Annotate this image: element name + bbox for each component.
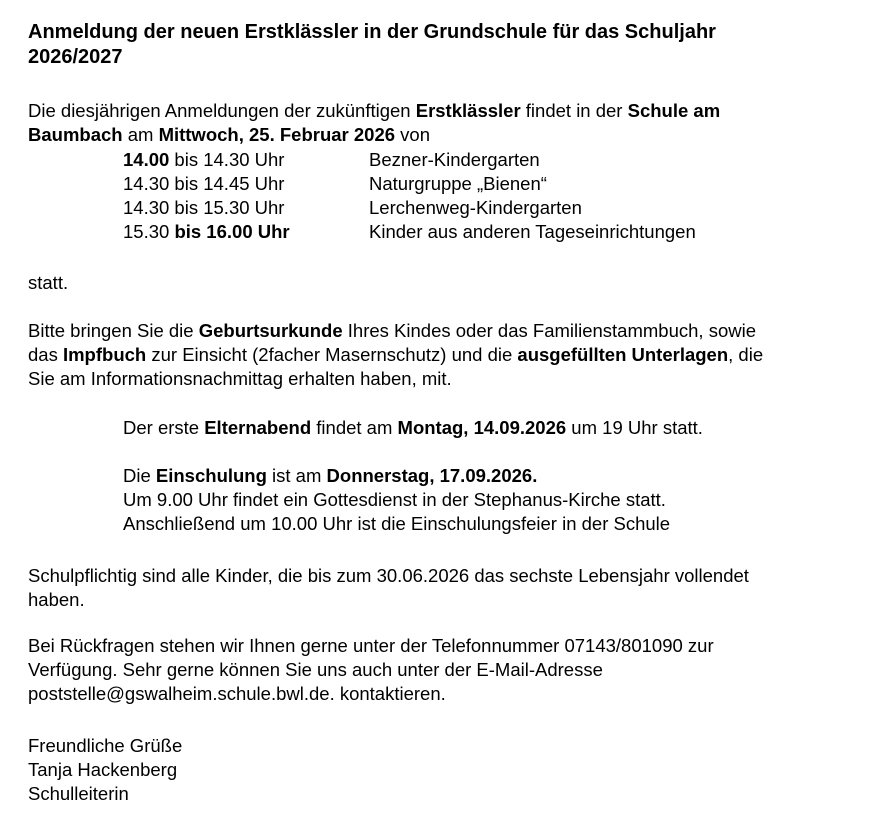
page-title: Anmeldung der neuen Erstklässler in der Grundschule für das Schuljahr 2026/2027: [28, 21, 716, 68]
bring-documents-paragraph: Bitte bringen Sie die Geburtsurkunde Ihres Kindes oder das Familienstammbuch, sowie das Impfbuch zur Einsicht (2facher Masernschutz) und die ausgefüllten Unterlagen, die Sie am Informationsnachmittag erhalten haben, mit.: [28, 320, 764, 389]
signer-name: Tanja Hackenberg: [28, 759, 178, 780]
elternabend-paragraph: Der erste Elternabend findet am Montag, 14.09.2026 um 19 Uhr statt.: [123, 417, 703, 438]
einschulung-paragraph: Die Einschulung ist am Donnerstag, 17.09.2026. Um 9.00 Uhr findet ein Gottesdienst in der Stephanus-Kirche statt. Anschließend um 10.00 Uhr ist die Einschulungsfeier in der Schule: [123, 465, 671, 534]
contact-paragraph: Bei Rückfragen stehen wir Ihnen gerne unter der Telefonnummer 07143/801090 zur Verfügung. Sehr gerne können Sie uns auch unter der E-Mail-Adresse poststelle@gswalheim.schule.bwl.de. kontaktieren.: [28, 635, 714, 704]
signer-role: Schulleiterin: [28, 783, 129, 804]
document-page: Anmeldung der neuen Erstklässler in der Grundschule für das Schuljahr 2026/2027 Die diesjährigen Anmeldungen der zukünftigen Erstklässler findet in der Schule am Baumbach am Mittwoch, 25. Februar 2026 von 14.00 bis 14.30 Uhr Bezner-Kindergarten 14.30 bis 14.45 Uhr Naturgruppe „Bienen“ 14.30 bis 15.30 Uhr Lerchenweg-Kindergarten 15.30 bis 16.00 Uhr Kinder aus anderen Tageseinrichtungen statt. Bitte bringen Sie die Geburtsurkunde Ihres Kindes oder das Familienstammbuch, sowie das Impfbuch zur Einsicht (2facher Masernschutz) und die ausgefüllten Unterlagen, die Sie am Informationsnachmittag erhalten haben, mit. Der erste Elternabend findet am Montag, 14.09.2026 um 19 Uhr statt. Die Einschulung ist am Donnerstag, 17.09.2026. Um 9.00 Uhr findet ein Gottesdienst in der Stephanus-Kirche statt. Anschließend um 10.00 Uhr ist die Einschulungsfeier in der Schule Schulpflichtig sind alle Kinder, die bis zum 30.06.2026 das sechste Lebensjahr vollendet haben. Bei Rückfragen stehen wir Ihnen gerne unter der Telefonnummer 07143/801090 zur Verfügung. Sehr gerne können Sie uns auch unter der E-Mail-Adresse poststelle@gswalheim.schule.bwl.de. kontaktieren. Freundliche Grüße Tanja Hackenberg Schulleiterin: [0, 0, 894, 820]
signature-block: [28, 734, 854, 806]
greeting: Freundliche Grüße: [28, 735, 183, 756]
intro-paragraph: Die diesjährigen Anmeldungen der zukünftigen Erstklässler findet in der Schule am Baumbach am Mittwoch, 25. Februar 2026 von: [28, 100, 721, 145]
statt-text: statt.: [28, 272, 69, 293]
schulpflicht-paragraph: Schulpflichtig sind alle Kinder, die bis zum 30.06.2026 das sechste Lebensjahr vollendet haben.: [28, 565, 749, 610]
